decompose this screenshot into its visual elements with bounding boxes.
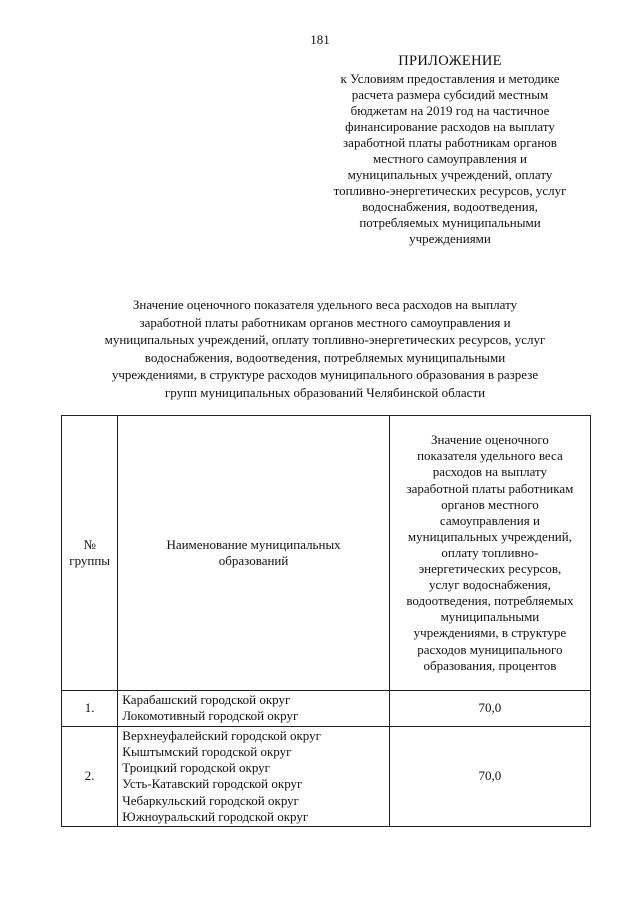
header-text-line: муниципальных учреждений, [407,528,572,544]
header-text-line: образования, процентов [423,657,557,673]
header-text-line: расходов муниципального [417,641,563,657]
header-text-line: муниципальными [440,609,540,625]
municipality-name: Троицкий городской округ [122,760,270,776]
header-text-line: услуг водоснабжения, [428,577,551,593]
municipal-groups-table [61,415,591,827]
document-title-line: муниципальных учреждений, оплату топливно-энергетических ресурсов, услуг [104,332,546,347]
municipality-name: Карабашский городской округ [122,692,291,707]
header-text-line: заработной платы работникам [406,480,574,496]
group-number-cell: 2. [62,726,118,827]
header-text-line: оплату топливно- [441,544,539,560]
header-text-line: органов местного [441,496,539,512]
indicator-value-cell: 70,0 [389,726,590,827]
group-number-cell: 1. [62,691,118,727]
appendix-line: водоснабжения, водоотведения, [362,199,538,214]
appendix-line: муниципальных учреждений, оплату [347,167,553,182]
appendix-line: расчета размера субсидий местным [351,87,549,102]
header-text-line: показателя удельного веса [417,448,563,464]
header-text-line: образований [218,553,289,568]
header-text-line: энергетических ресурсов, [418,561,562,577]
table-row [62,726,591,827]
municipality-name: Чебаркульский городской округ [122,792,299,808]
table-header-row [62,416,591,691]
municipality-name: Верхнеуфалейский городской округ [122,727,321,743]
header-group-number [62,416,118,691]
header-text-line: группы [69,553,111,568]
header-text-line: Значение оценочного [431,432,549,448]
appendix-block [300,52,600,247]
appendix-line: финансирование расходов на выплату [345,119,555,134]
header-text-line: расходов на выплату [432,464,548,480]
appendix-line: потребляемых муниципальными [359,215,541,230]
appendix-line: местного самоуправления и [373,151,527,166]
municipality-name: Усть-Катавский городской округ [122,776,303,792]
header-text-line: самоуправления и [439,512,540,528]
header-text-line: водоотведения, потребляемых [406,593,574,609]
municipality-name: Локомотивный городской округ [122,708,299,724]
appendix-title: ПРИЛОЖЕНИЕ [398,53,502,69]
municipality-name: Южноуральский городской округ [122,809,309,825]
page-number: 181 [310,32,330,47]
header-text-line: Наименование муниципальных [166,537,341,552]
document-title-line: водоснабжения, водоотведения, потребляемых муниципальными [144,349,506,365]
municipalities-cell [118,691,390,727]
appendix-line: заработной платы работникам органов [343,135,557,150]
document-title-line: учреждениями, в структуре расходов муниципального образования в разрезе [111,367,539,382]
header-text-line: учреждениями, в структуре [413,625,567,641]
document-title [50,296,600,401]
appendix-line: учреждениями [409,231,491,246]
appendix-line: бюджетам на 2019 год на частичное [350,103,550,118]
header-municipality-name [118,416,390,691]
indicator-value-cell: 70,0 [389,691,590,727]
municipality-name: Кыштымский городской округ [122,743,292,759]
document-title-line: групп муниципальных образований Челябинской области [164,384,486,400]
appendix-line: топливно-энергетических ресурсов, услуг [333,183,567,198]
document-title-line: заработной платы работникам органов местного самоуправления и [139,314,511,330]
document-title-line: Значение оценочного показателя удельного веса расходов на выплату [132,297,518,312]
table-row [62,691,591,727]
header-text-line: № [83,537,96,552]
appendix-line: к Условиям предоставления и методике [340,71,560,86]
header-indicator-value [389,416,590,691]
municipalities-cell [118,726,390,827]
